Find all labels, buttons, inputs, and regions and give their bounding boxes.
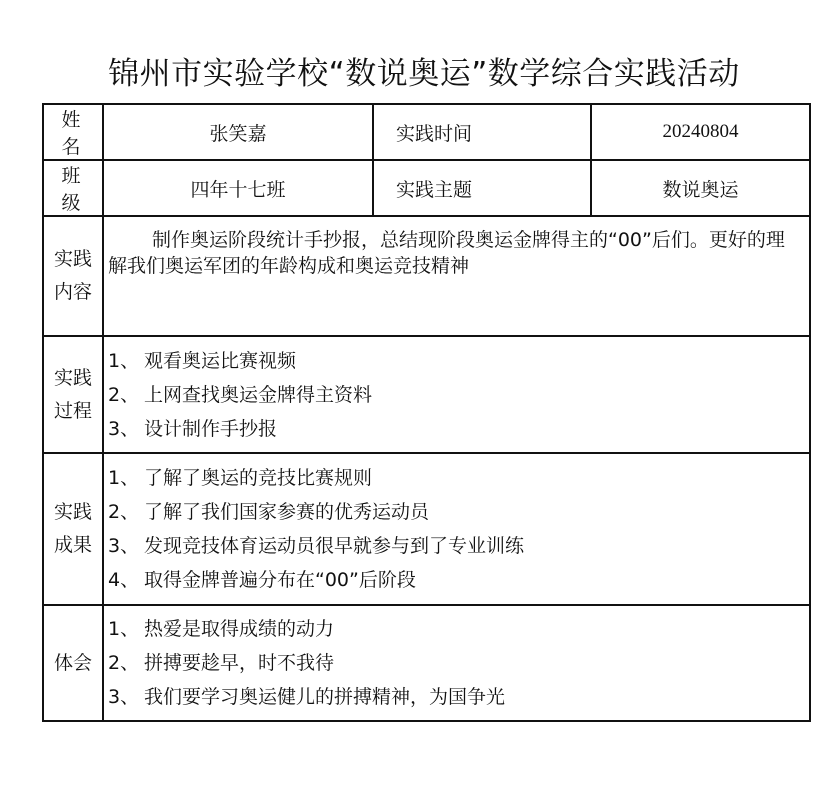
item-number: 1、 (108, 349, 140, 372)
process-label-line2: 过程 (53, 399, 92, 422)
reflection-list (108, 612, 809, 714)
results-label-line1: 实践 (53, 501, 92, 523)
item-number: 3、 (108, 417, 140, 440)
item-number: 3、 (108, 535, 140, 557)
item-number: 2、 (108, 652, 140, 674)
time-label: 实践时间 (373, 104, 591, 160)
reflection-cell (103, 605, 810, 721)
list-item (108, 680, 809, 714)
theme-label: 实践主题 (373, 160, 591, 216)
list-item (108, 612, 809, 646)
row-class-theme (43, 160, 810, 216)
results-list (108, 461, 809, 597)
row-content (43, 216, 810, 336)
item-number: 2、 (108, 383, 140, 406)
item-text: 发现竞技体育运动员很早就参与到了专业训练 (144, 535, 525, 557)
content-cell (103, 216, 810, 336)
name-label: 姓 名 (43, 104, 103, 160)
process-list (108, 344, 809, 446)
item-number: 1、 (108, 618, 140, 640)
list-item (108, 495, 809, 529)
list-item (108, 378, 809, 412)
item-number: 4、 (108, 569, 140, 591)
list-item (108, 563, 809, 597)
item-text: 了解了奥运的竞技比赛规则 (144, 467, 373, 489)
results-label-line2: 成果 (53, 534, 92, 556)
list-item (108, 461, 809, 495)
list-item (108, 412, 809, 446)
row-name-time (43, 104, 810, 160)
process-label (43, 336, 103, 453)
item-text: 拼搏要趁早，时不我待 (144, 652, 335, 674)
item-number: 2、 (108, 501, 140, 523)
class-label: 班 级 (43, 160, 103, 216)
results-cell (103, 453, 810, 605)
process-label-line1: 实践 (53, 366, 92, 389)
reflection-label: 体会 (43, 605, 103, 721)
page-title: 锦州市实验学校“数说奥运”数学综合实践活动 (108, 56, 740, 92)
list-item (108, 646, 809, 680)
content-label-line1: 实践 (53, 248, 92, 270)
content-label-line2: 内容 (53, 281, 92, 303)
row-process (43, 336, 810, 453)
item-text: 热爱是取得成绩的动力 (144, 618, 335, 640)
content-label (43, 216, 103, 336)
item-text: 取得金牌普遍分布在“00”后阶段 (144, 569, 416, 591)
process-cell (103, 336, 810, 453)
list-item (108, 529, 809, 563)
results-label (43, 453, 103, 605)
content-text: 制作奥运阶段统计手抄报，总结现阶段奥运金牌得主的“00”后们。更好的理解我们奥运军团的年龄构成和奥运竞技精神 (108, 229, 785, 277)
class-value: 四年十七班 (103, 160, 373, 216)
activity-form-table (42, 103, 811, 722)
item-text: 观看奥运比赛视频 (144, 349, 297, 372)
time-value: 20240804 (591, 104, 810, 160)
theme-value: 数说奥运 (591, 160, 810, 216)
item-text: 了解了我们国家参赛的优秀运动员 (144, 501, 430, 523)
item-number: 1、 (108, 467, 140, 489)
name-value: 张笑嘉 (103, 104, 373, 160)
row-results (43, 453, 810, 605)
item-text: 上网查找奥运金牌得主资料 (144, 383, 373, 406)
list-item (108, 344, 809, 378)
row-reflection (43, 605, 810, 721)
item-text: 我们要学习奥运健儿的拼搏精神，为国争光 (144, 686, 506, 708)
item-number: 3、 (108, 686, 140, 708)
item-text: 设计制作手抄报 (144, 417, 278, 440)
